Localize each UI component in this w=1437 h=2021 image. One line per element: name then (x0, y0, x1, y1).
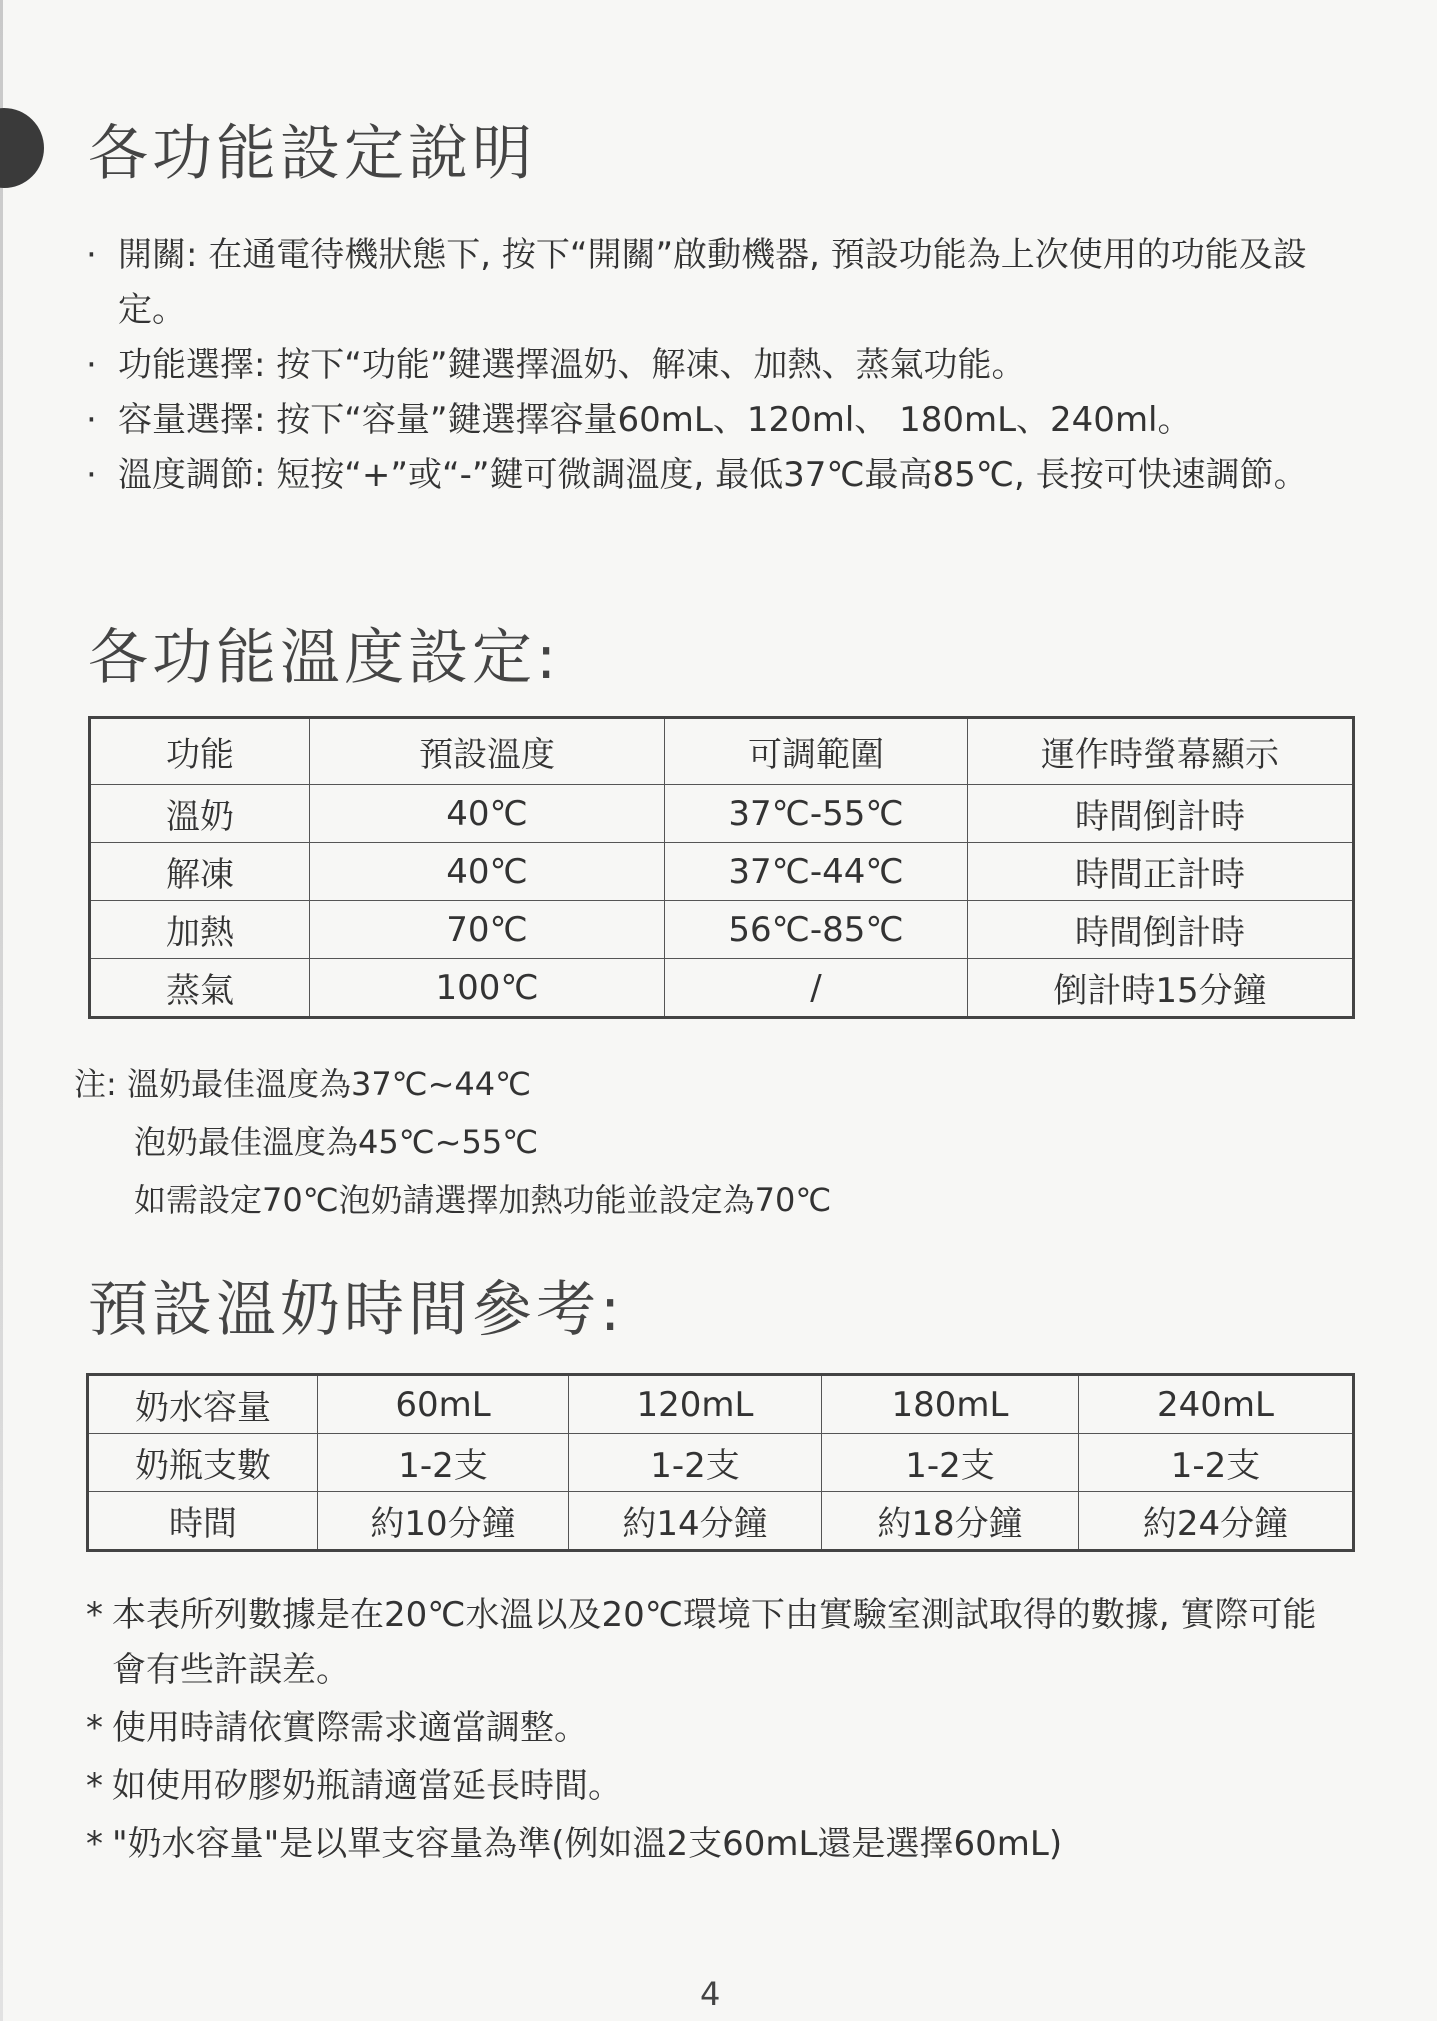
temperature-note (74, 1055, 831, 1229)
list-item-text: 容量選擇: 按下“容量”鍵選擇容量60mL、120ml、 180mL、240ml。 (118, 400, 1192, 440)
table-cell: 40℃ (310, 785, 665, 843)
footnote-text: 使用時請依實際需求適當調整。 (112, 1708, 588, 1748)
note-line: 泡奶最佳溫度為45℃~55℃ (134, 1123, 539, 1161)
list-item-text: 開關: 在通電待機狀態下, 按下“開關”啟動機器, 預設功能為上次使用的功能及設定。 (118, 235, 1307, 330)
table-cell: 解凍 (90, 843, 310, 901)
table-cell: / (665, 959, 968, 1018)
bullet-dot: · (86, 345, 97, 385)
table-cell: 100℃ (310, 959, 665, 1018)
footnote (86, 1817, 1346, 1872)
row-label-cell: 時間 (88, 1492, 318, 1551)
asterisk-marker: * (86, 1824, 103, 1864)
feature-list (86, 228, 1336, 503)
temperature-settings-title: 各功能溫度設定: (88, 623, 561, 693)
warming-time-table (86, 1373, 1355, 1552)
row-label-cell: 奶水容量 (88, 1375, 318, 1434)
note-line: 如需設定70℃泡奶請選擇加熱功能並設定為70℃ (134, 1181, 832, 1219)
table-cell: 時間倒計時 (968, 901, 1354, 959)
table-row (90, 901, 1354, 959)
footnotes (86, 1588, 1346, 1875)
page-edge (0, 0, 3, 2021)
table-cell: 加熱 (90, 901, 310, 959)
table-cell: 時間倒計時 (968, 785, 1354, 843)
header-cell: 功能 (90, 718, 310, 785)
table-row (88, 1492, 1354, 1551)
table-row (88, 1434, 1354, 1492)
header-cell: 運作時螢幕顯示 (968, 718, 1354, 785)
temperature-table (88, 716, 1355, 1019)
table-cell: 40℃ (310, 843, 665, 901)
table-cell: 56℃-85℃ (665, 901, 968, 959)
header-cell: 可調範圍 (665, 718, 968, 785)
table-row (90, 959, 1354, 1018)
table-cell: 約18分鐘 (822, 1492, 1079, 1551)
table-cell: 120mL (569, 1375, 822, 1434)
table-row (90, 785, 1354, 843)
bullet-dot: · (86, 235, 97, 275)
footnote (86, 1701, 1346, 1756)
table-cell: 37℃-44℃ (665, 843, 968, 901)
bullet-dot: · (86, 455, 97, 495)
table-cell: 60mL (318, 1375, 569, 1434)
table-cell: 約10分鐘 (318, 1492, 569, 1551)
table-cell: 1-2支 (569, 1434, 822, 1492)
warming-time-title: 預設溫奶時間參考: (88, 1275, 625, 1345)
page-number: 4 (700, 1975, 721, 2013)
footnote-text: 本表所列數據是在20℃水溫以及20℃環境下由實驗室測試取得的數據, 實際可能會有些許誤差。 (112, 1595, 1317, 1690)
asterisk-marker: * (86, 1766, 103, 1806)
table-cell: 240mL (1079, 1375, 1354, 1434)
list-item-text: 功能選擇: 按下“功能”鍵選擇溫奶、解凍、加熱、蒸氣功能。 (118, 345, 1026, 385)
table-cell: 約24分鐘 (1079, 1492, 1354, 1551)
table-cell: 70℃ (310, 901, 665, 959)
footnote (86, 1588, 1346, 1698)
table-cell: 蒸氣 (90, 959, 310, 1018)
asterisk-marker: * (86, 1708, 103, 1748)
table-cell: 37℃-55℃ (665, 785, 968, 843)
asterisk-marker: * (86, 1595, 103, 1635)
bullet-dot: · (86, 400, 97, 440)
table-cell: 1-2支 (822, 1434, 1079, 1492)
table-row (90, 843, 1354, 901)
footnote (86, 1759, 1346, 1814)
table-cell: 倒計時15分鐘 (968, 959, 1354, 1018)
row-label-cell: 奶瓶支數 (88, 1434, 318, 1492)
table-cell: 1-2支 (1079, 1434, 1354, 1492)
footnote-text: 如使用矽膠奶瓶請適當延長時間。 (112, 1766, 622, 1806)
section-tab-marker (0, 108, 44, 188)
table-cell: 約14分鐘 (569, 1492, 822, 1551)
list-item (86, 228, 1336, 338)
table-row (88, 1375, 1354, 1434)
note-line: 注: 溫奶最佳溫度為37℃~44℃ (74, 1065, 532, 1103)
table-cell: 180mL (822, 1375, 1079, 1434)
footnote-text: "奶水容量"是以單支容量為準(例如溫2支60mL還是選擇60mL) (112, 1824, 1063, 1864)
table-cell: 1-2支 (318, 1434, 569, 1492)
header-cell: 預設溫度 (310, 718, 665, 785)
list-item (86, 338, 1336, 393)
intro-title: 各功能設定說明 (88, 119, 536, 189)
table-cell: 時間正計時 (968, 843, 1354, 901)
table-header-row (90, 718, 1354, 785)
list-item (86, 393, 1336, 448)
list-item (86, 448, 1336, 503)
table-cell: 溫奶 (90, 785, 310, 843)
list-item-text: 溫度調節: 短按“+”或“-”鍵可微調溫度, 最低37℃最高85℃, 長按可快速調節。 (118, 455, 1308, 495)
